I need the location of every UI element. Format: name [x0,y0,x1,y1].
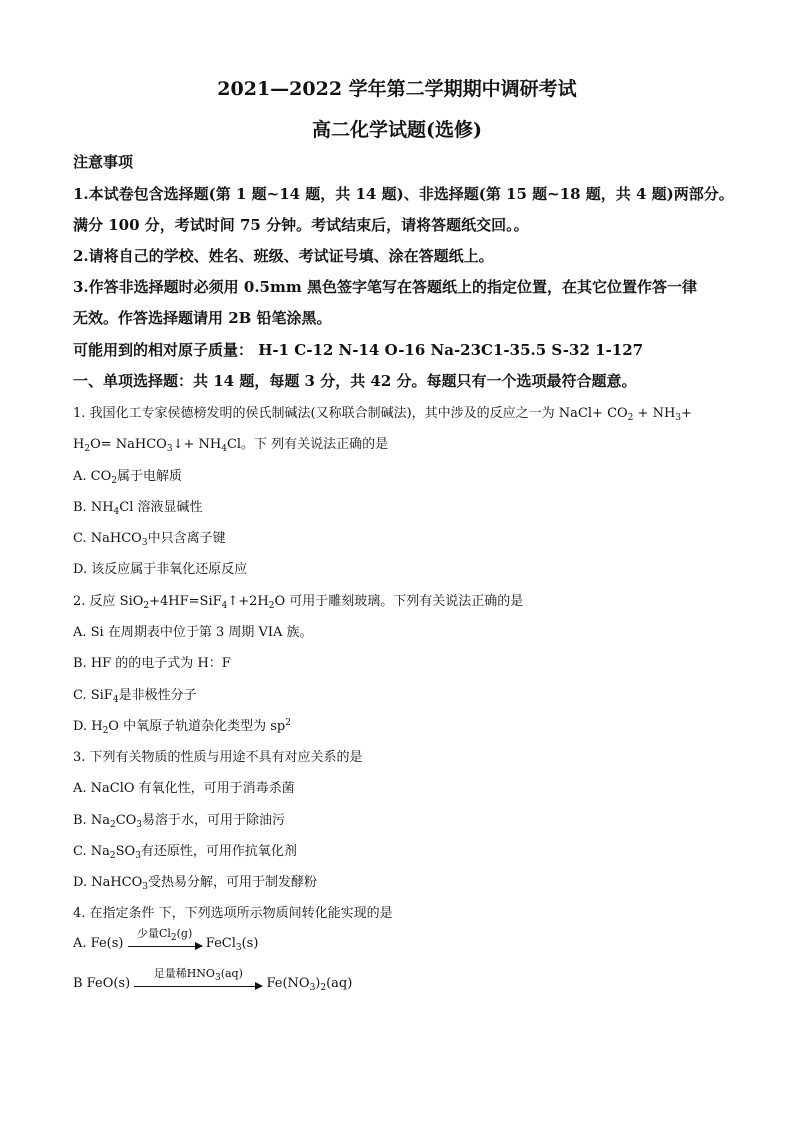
q4-option-b-condition: 足量稀$HNO_3(aq)$ [153,967,243,983]
q3-stem: 3. 下列有关物质的性质与用途不具有对应关系的是 [73,750,363,765]
notice-item-2: 2.请将自己的学校、姓名、班级、考试证号填、涂在答题纸上。 [73,247,494,265]
exam-subtitle: 高二化学试题(选修) [312,119,482,141]
q3-option-b: B. $Na_2CO_3$易溶于水，可用于除油污 [73,813,286,830]
notice-item-1a: 1.本试卷包含选择题(第 1 题~14 题，共 14 题)、非选择题(第 15 题~18 题，共 4 题)两部分。 [73,185,734,203]
q4-option-a-condition: 少量$Cl_2(g)$ [136,927,193,943]
q4-option-b: B FeO(s) 足量稀$HNO_3(aq)$ $Fe(NO_3)_2(aq)$ [73,967,353,993]
q4-option-a: A. Fe(s) 少量$Cl_2(g)$ FeCl$_3$(s) [73,927,259,953]
notice-item-1b: 满分 100 分，考试时间 75 分钟。考试结束后，请将答题纸交回。。 [73,216,529,234]
q2-option-a: A. Si 在周期表中位于第 3 周期 VIA 族。 [73,625,313,640]
atomic-mass-line: 可能用到的相对原子质量： H-1 C-12 N-14 O-16 Na-23C1-35.5 S-32 1-127 [73,341,644,359]
q4-stem: 4. 在指定条件 下，下列选项所示物质间转化能实现的是 [73,906,393,921]
q3-option-d: D. NaHCO$_3$受热易分解，可用于制发酵粉 [73,875,318,892]
q4-option-b-arrow [134,967,262,987]
q1-option-c: C. NaHCO$_3$中只含离子键 [73,531,226,548]
q3-option-c: C. $Na_2SO_3$有还原性，可用作抗氧化剂 [73,844,297,861]
exam-title: 2021—2022 学年第二学期期中调研考试 [217,78,577,100]
notice-heading: 注意事项 [73,153,134,171]
notice-item-3b: 无效。作答选择题请用 2B 铅笔涂黑。 [73,309,332,327]
q2-stem: 2. 反应 $SiO_2+4HF=SiF_4↑+2H_2O$ 可用于雕刻玻璃。下列有关说法正确的是 [73,594,524,611]
right-arrow-icon [134,986,262,987]
q2-option-d: D. $H_2O$ 中氧原子轨道杂化类型为 $sp^2$ [73,718,291,736]
q2-option-b: B. HF 的的电子式为 H：F [73,656,231,671]
q2-option-c: C. SiF$_4$是非极性分子 [73,688,197,705]
right-arrow-icon [128,946,202,947]
q1-option-b: B. $NH_4Cl$ 溶液显碱性 [73,500,203,517]
q1-option-d: D. 该反应属于非氧化还原反应 [73,562,248,577]
section-1-heading: 一、单项选择题：共 14 题，每题 3 分，共 42 分。每题只有一个选项最符合题意。 [73,372,637,390]
q3-option-a: A. NaClO 有氧化性，可用于消毒杀菌 [73,781,295,796]
q1-option-a: A. $CO_2$属于电解质 [73,469,183,486]
notice-item-3a: 3.作答非选择题时必须用 0.5mm 黑色签字笔写在答题纸上的指定位置，在其它位置作答一律 [73,278,697,296]
q1-stem-line-2: $H_2O=$ NaHCO$_3$↓+ $NH_4Cl$。下 列有关说法正确的是 [73,437,389,454]
q1-stem-line-1: 1. 我国化工专家侯德榜发明的侯氏制碱法(又称联合制碱法)，其中涉及的反应之一为 NaCl+ $CO_2 + NH_3+$ [73,406,692,423]
q4-option-a-arrow [128,927,202,947]
